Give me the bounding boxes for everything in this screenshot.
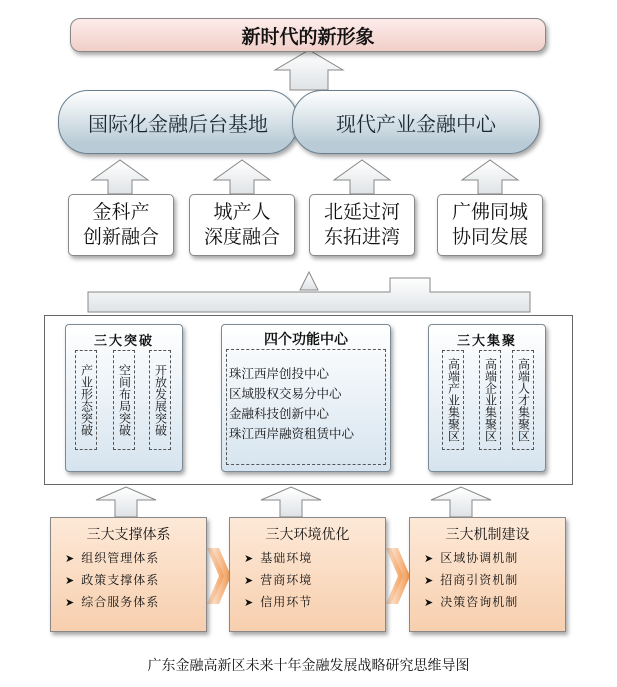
up-arrow-support-3 bbox=[431, 487, 491, 517]
support-item bbox=[424, 571, 565, 588]
up-arrow-support-2 bbox=[261, 487, 321, 517]
support-box-mechanisms bbox=[409, 517, 566, 632]
support-item-label: 区域协调机制 bbox=[440, 551, 519, 565]
chevron-right-icon: ➤ bbox=[244, 596, 255, 609]
pill-finance-center bbox=[292, 90, 540, 154]
support-box-environment bbox=[229, 517, 386, 632]
chevron-right-icon: ➤ bbox=[424, 596, 435, 609]
box-line: 协同发展 bbox=[451, 226, 528, 248]
breakthrough-item: 空间布局突破 bbox=[113, 350, 135, 450]
pill-backoffice bbox=[58, 90, 298, 154]
up-arrow-support-1 bbox=[96, 487, 156, 517]
box-bei-yan bbox=[309, 194, 415, 256]
panel-title: 三大集聚 bbox=[456, 334, 517, 349]
support-item-label: 营商环境 bbox=[260, 573, 313, 587]
support-item-label: 决策咨询机制 bbox=[440, 595, 519, 609]
box-line: 北延过河 bbox=[323, 201, 400, 223]
up-arrow-3 bbox=[334, 160, 390, 194]
pill-label: 国际化金融后台基地 bbox=[88, 111, 268, 136]
figure-caption: 广东金融高新区未来十年金融发展战略研究思维导图 bbox=[147, 658, 470, 674]
support-item-label: 组织管理体系 bbox=[81, 551, 160, 565]
support-item bbox=[244, 593, 385, 610]
breakthrough-item: 产业形态突破 bbox=[75, 350, 97, 450]
centers-list bbox=[226, 349, 386, 465]
support-item bbox=[65, 593, 206, 610]
chevron-right-icon: ➤ bbox=[244, 574, 255, 587]
box-line: 广佛同城 bbox=[451, 201, 528, 223]
support-item-label: 政策支撑体系 bbox=[81, 573, 160, 587]
panel-centers bbox=[221, 324, 391, 472]
center-item: 珠江西岸创投中心 bbox=[229, 366, 330, 381]
support-item bbox=[424, 593, 565, 610]
top-banner bbox=[70, 18, 546, 52]
chevron-right-icon: ➤ bbox=[424, 574, 435, 587]
support-title: 三大环境优化 bbox=[265, 527, 350, 543]
chevron-right-icon: ➤ bbox=[65, 552, 76, 565]
center-item: 金融科技创新中心 bbox=[229, 406, 330, 421]
support-item bbox=[244, 571, 385, 588]
chevron-right-icon: ➤ bbox=[65, 574, 76, 587]
support-item-label: 信用环节 bbox=[260, 595, 313, 609]
chevron-right-icon: ➤ bbox=[424, 552, 435, 565]
panel-title: 四个功能中心 bbox=[264, 332, 348, 348]
up-arrow-1 bbox=[92, 160, 148, 194]
box-line: 金科产 bbox=[92, 201, 150, 223]
box-line: 东拓进湾 bbox=[323, 226, 400, 248]
box-line: 创新融合 bbox=[82, 226, 159, 248]
chevron-right-icon: ➤ bbox=[65, 596, 76, 609]
box-guang-fo bbox=[437, 194, 543, 256]
support-title: 三大支撑体系 bbox=[86, 527, 171, 543]
support-item-label: 招商引资机制 bbox=[440, 573, 519, 587]
cluster-item: 高端企业集聚区 bbox=[479, 350, 501, 450]
support-item bbox=[244, 549, 385, 566]
pill-label: 现代产业金融中心 bbox=[336, 111, 496, 136]
support-item bbox=[424, 549, 565, 566]
up-arrow-4 bbox=[462, 160, 518, 194]
support-item-label: 综合服务体系 bbox=[81, 595, 160, 609]
box-cheng-chan-ren bbox=[189, 194, 295, 256]
support-item bbox=[65, 549, 206, 566]
support-box-systems bbox=[50, 517, 207, 632]
cluster-item: 高端产业集聚区 bbox=[442, 350, 464, 450]
center-item: 区域股权交易分中心 bbox=[229, 386, 342, 401]
top-banner-title: 新时代的新形象 bbox=[241, 25, 375, 48]
support-item bbox=[65, 571, 206, 588]
panel-title: 三大突破 bbox=[93, 334, 154, 349]
cluster-item: 高端人才集聚区 bbox=[512, 350, 534, 450]
breakthrough-item: 开放发展突破 bbox=[149, 350, 171, 450]
support-item-label: 基础环境 bbox=[260, 551, 313, 565]
chevron-right-icon: ➤ bbox=[244, 552, 255, 565]
box-jin-ke-chan bbox=[68, 194, 174, 256]
center-item: 珠江西岸融资租赁中心 bbox=[229, 426, 355, 441]
up-arrow-top bbox=[275, 50, 343, 90]
box-line: 深度融合 bbox=[203, 226, 280, 248]
support-title: 三大机制建设 bbox=[445, 527, 530, 543]
up-arrow-2 bbox=[214, 160, 270, 194]
box-line: 城产人 bbox=[213, 201, 271, 223]
